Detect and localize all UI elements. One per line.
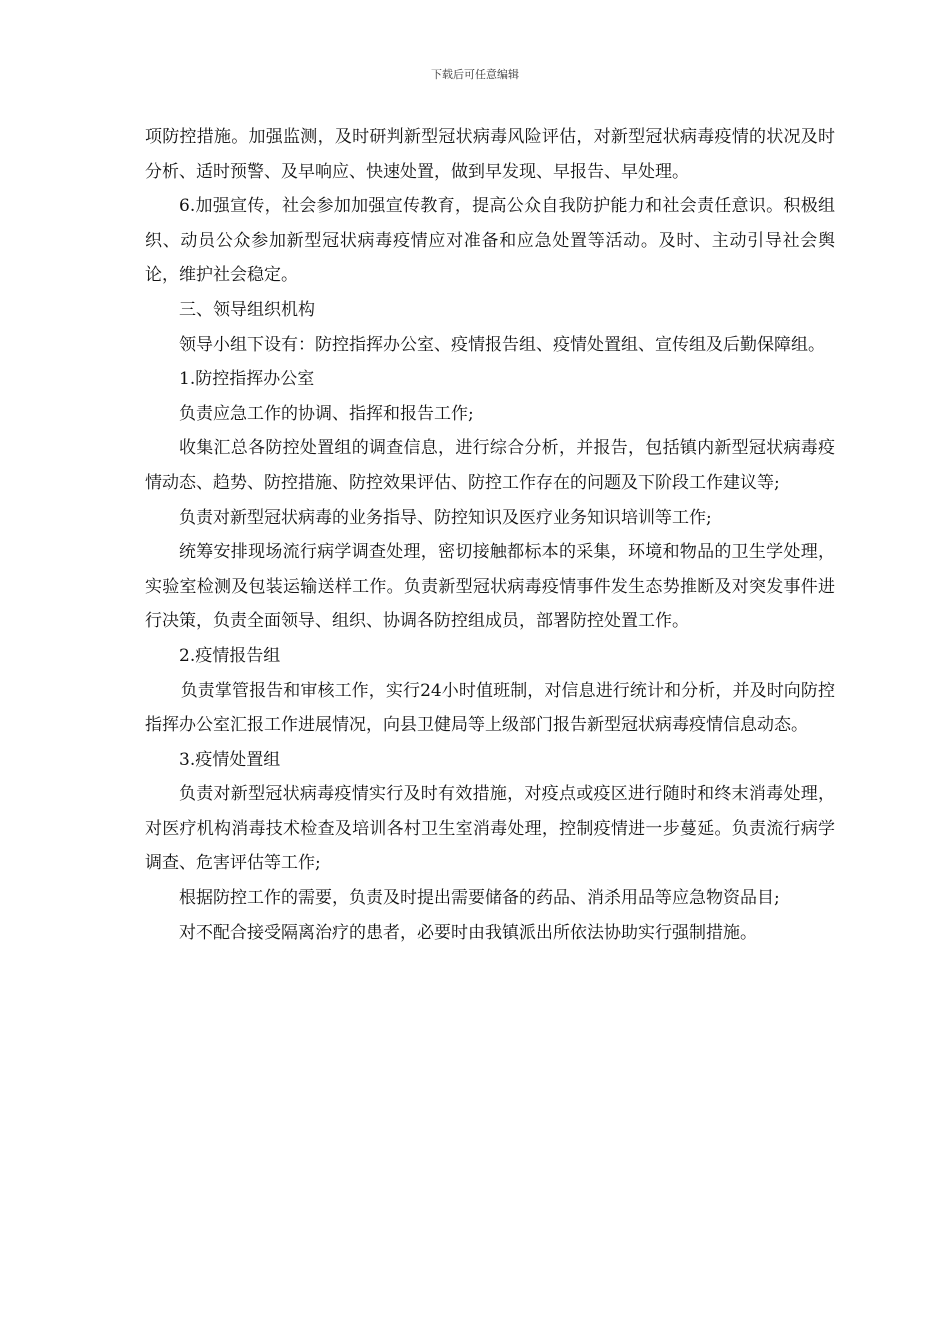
- section-heading: 三、领导组织机构: [179, 299, 315, 320]
- paragraph: 负责对新型冠状病毒的业务指导、防控知识及医疗业务知识培训等工作;: [179, 507, 712, 528]
- paragraph: 领导小组下设有：防控指挥办公室、疫情报告组、疫情处置组、宣传组及后勤保障组。: [179, 334, 825, 355]
- subsection-heading: 3.疫情处置组: [179, 749, 281, 770]
- document-body: [145, 120, 835, 950]
- paragraph: 6.加强宣传，社会参加加强宣传教育，提高公众自我防护能力和社会责任意识。积极组织、动员公众参加新型冠状病毒疫情应对准备和应急处置等活动。及时、主动引导社会舆论，维护社会稳定。: [145, 196, 835, 286]
- paragraph: 项防控措施。加强监测，及时研判新型冠状病毒风险评估，对新型冠状病毒疫情的状况及时分析、适时预警、及早响应、快速处置，做到早发现、早报告、早处理。: [145, 127, 835, 182]
- subsection-heading: 1.防控指挥办公室: [179, 369, 315, 390]
- page-header: 下载后可任意编辑: [431, 68, 519, 81]
- paragraph: 收集汇总各防控处置组的调查信息，进行综合分析，并报告，包括镇内新型冠状病毒疫情动态、趋势、防控措施、防控效果评估、防控工作存在的问题及下阶段工作建议等;: [145, 438, 835, 493]
- paragraph: 统筹安排现场流行病学调查处理，密切接触都标本的采集，环境和物品的卫生学处理，实验室检测及包装运输送样工作。负责新型冠状病毒疫情事件发生态势推断及对突发事件进行决策，负责全面领导、组织、协调各防控组成员，部署防控处置工作。: [145, 542, 835, 632]
- paragraph: 负责掌管报告和审核工作，实行24小时值班制，对信息进行统计和分析，并及时向防控指挥办公室汇报工作进展情况，向县卫健局等上级部门报告新型冠状病毒疫情信息动态。: [145, 680, 835, 736]
- paragraph: 负责对新型冠状病毒疫情实行及时有效措施，对疫点或疫区进行随时和终末消毒处理，对医疗机构消毒技术检查及培训各村卫生室消毒处理，控制疫情进一步蔓延。负责流行病学调查、危害评估等工作;: [145, 784, 835, 874]
- paragraph: 对不配合接受隔离治疗的患者，必要时由我镇派出所依法协助实行强制措施。: [179, 922, 757, 943]
- paragraph: 根据防控工作的需要，负责及时提出需要储备的药品、消杀用品等应急物资品目;: [179, 888, 780, 909]
- paragraph: 负责应急工作的协调、指挥和报告工作;: [179, 403, 474, 424]
- subsection-heading: 2.疫情报告组: [179, 645, 281, 666]
